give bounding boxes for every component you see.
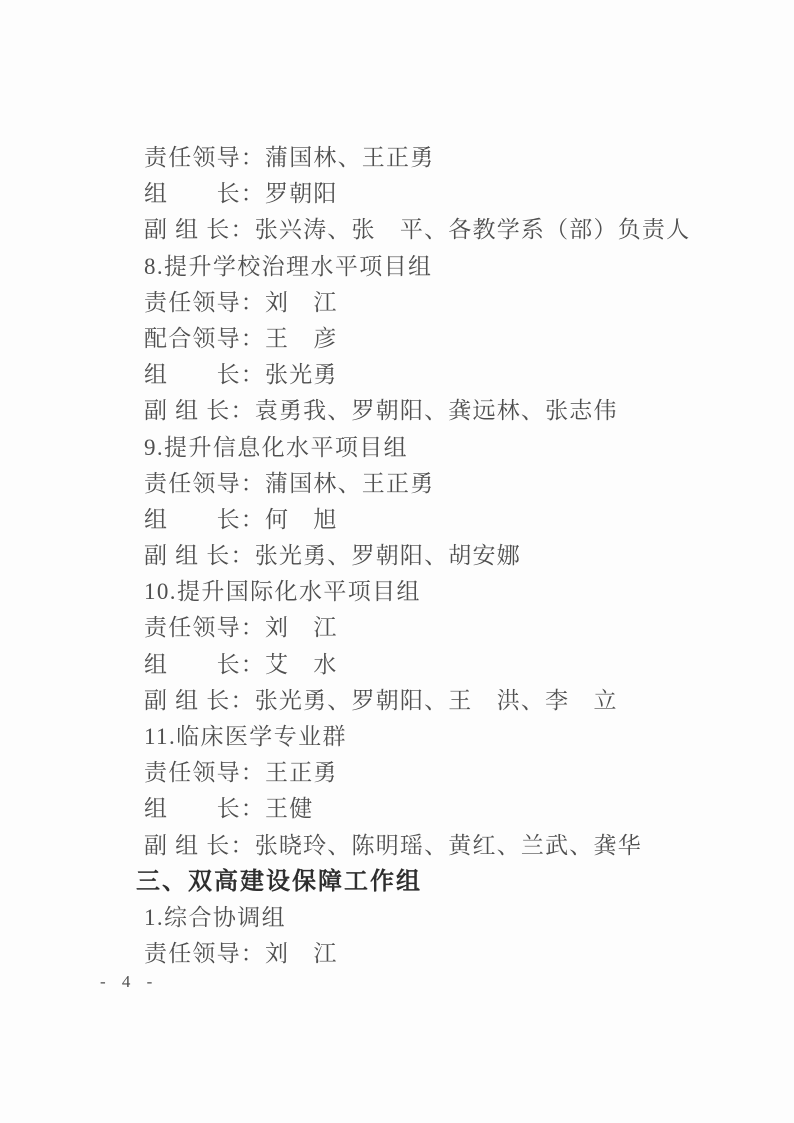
group-title-line: 11.临床医学专业群 — [144, 724, 347, 749]
field-line: 组 长：张光勇 — [144, 362, 338, 388]
group-title-line: 1.综合协调组 — [144, 904, 287, 930]
field-line: 组 长：艾 水 — [144, 651, 338, 677]
field-line: 组 长：罗朝阳 — [144, 181, 338, 207]
field-line: 副 组 长：袁勇我、罗朝阳、龚远林、张志伟 — [144, 398, 618, 424]
group-title-line: 10.提升国际化水平项目组 — [144, 579, 421, 605]
field-line: 组 长：何 旭 — [144, 506, 338, 532]
field-line: 责任领导：刘 江 — [144, 615, 338, 641]
field-line: 配合领导：王 彦 — [144, 325, 338, 351]
group-title-line: 8.提升学校治理水平项目组 — [144, 253, 433, 279]
field-line: 责任领导：王正勇 — [144, 760, 338, 786]
field-line: 副 组 长：张晓玲、陈明瑶、黄红、兰武、龚华 — [144, 832, 642, 858]
field-line: 责任领导：刘 江 — [144, 941, 338, 967]
field-line: 副 组 长：张兴涛、张 平、各教学系（部）负责人 — [144, 217, 691, 243]
group-title-line: 9.提升信息化水平项目组 — [144, 434, 409, 460]
document-body — [136, 140, 734, 972]
page-number: - 4 - — [100, 972, 159, 991]
field-line: 责任领导：刘 江 — [144, 289, 338, 315]
field-line: 副 组 长：张光勇、罗朝阳、胡安娜 — [144, 543, 521, 569]
field-line: 责任领导：蒲国林、王正勇 — [144, 470, 435, 496]
field-line: 副 组 长：张光勇、罗朝阳、王 洪、李 立 — [144, 687, 618, 713]
field-line: 责任领导：蒲国林、王正勇 — [144, 145, 435, 170]
field-line: 组 长：王健 — [144, 796, 314, 822]
section-heading: 三、双高建设保障工作组 — [136, 867, 422, 895]
